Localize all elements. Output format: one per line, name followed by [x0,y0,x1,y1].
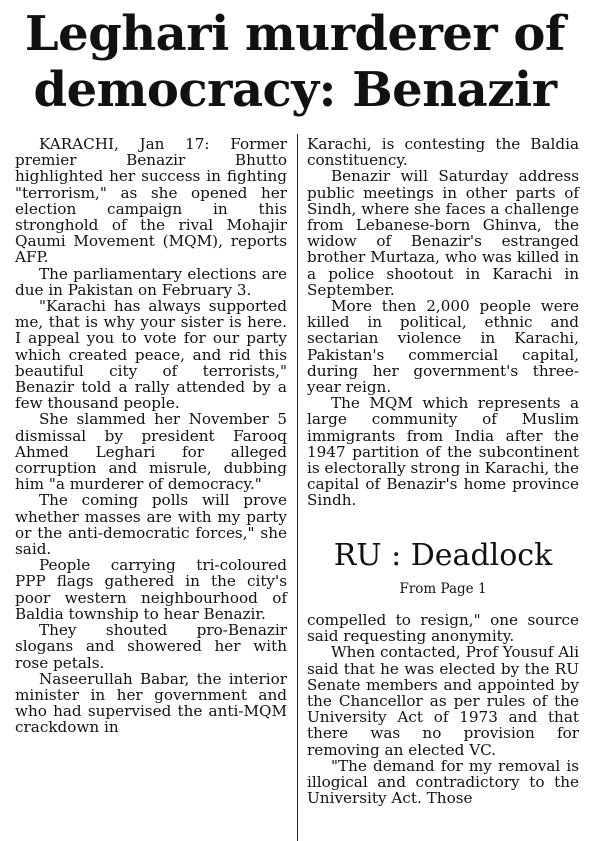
paragraph: Karachi, is contesting the Baldia constituency. [307,135,579,170]
right-column [307,136,579,509]
paragraph: She slammed her November 5 dismissal by president Farooq Ahmed Leghari for alleged corruption and misrule, dubbing him "a murderer of democracy." [15,410,287,494]
column-divider [297,134,298,841]
paragraph: compelled to resign," one source said requesting anonymity. [307,611,579,646]
article-headline [0,6,590,118]
second-story-body [307,612,579,806]
paragraph: Benazir will Saturday address public meetings in other parts of Sindh, where she faces a challenge from Lebanese-born Ghinva, the widow of Benazir's estranged brother Murtaza, who was killed in a police shootout in Karachi in September. [307,167,579,299]
paragraph: The MQM which represents a large community of Muslim immigrants from India after the 1947 partition of the subcontinent is electorally strong in Karachi, the capital of Benazir's home province Sindh. [307,394,579,510]
paragraph: They shouted pro-Benazir slogans and showered her with rose petals. [15,621,287,672]
paragraph: When contacted, Prof Yousuf Ali said that he was elected by the RU Senate members and appointed by the Chancellor as per rules of the University Act of 1973 and that there was no provision for removing an elected VC. [307,643,579,759]
paragraph: People carrying tri-coloured PPP flags gathered in the city's poor western neighbourhood of Baldia township to hear Benazir. [15,556,287,623]
second-story-headline: RU : Deadlock [333,538,553,573]
paragraph: The parliamentary elections are due in Pakistan on February 3. [15,264,287,299]
headline-line-2: democracy: Benazir [33,62,557,118]
paragraph: The coming polls will prove whether masses are with my party or the anti-democratic forces," she said. [15,491,287,559]
paragraph: "Karachi has always supported me, that is why your sister is here. I appeal you to vote for our party which created peace, and rid this beautiful city of terrorists," Benazir told a rally attended by a few thousand people. [15,297,287,413]
headline-line-1: Leghari murderer of [24,6,566,62]
paragraph: Naseerullah Babar, the interior minister in her government and who had supervised the anti-MQM crackdown in [15,669,287,737]
left-column [15,136,287,736]
paragraph: More then 2,000 people were killed in political, ethnic and sectarian violence in Karachi, Pakistan's commercial capital, during her government's three-year reign. [307,297,579,397]
continuation-line: From Page 1 [399,581,487,597]
paragraph: "The demand for my removal is illogical and contradictory to the University Act. Those [307,756,579,808]
paragraph: KARACHI, Jan 17: Former premier Benazir Bhutto highlighted her success in fighting "terrorism," as she opened her election campaign in this stronghold of the rival Mohajir Qaumi Movement (MQM), reports AFP. [15,135,287,267]
